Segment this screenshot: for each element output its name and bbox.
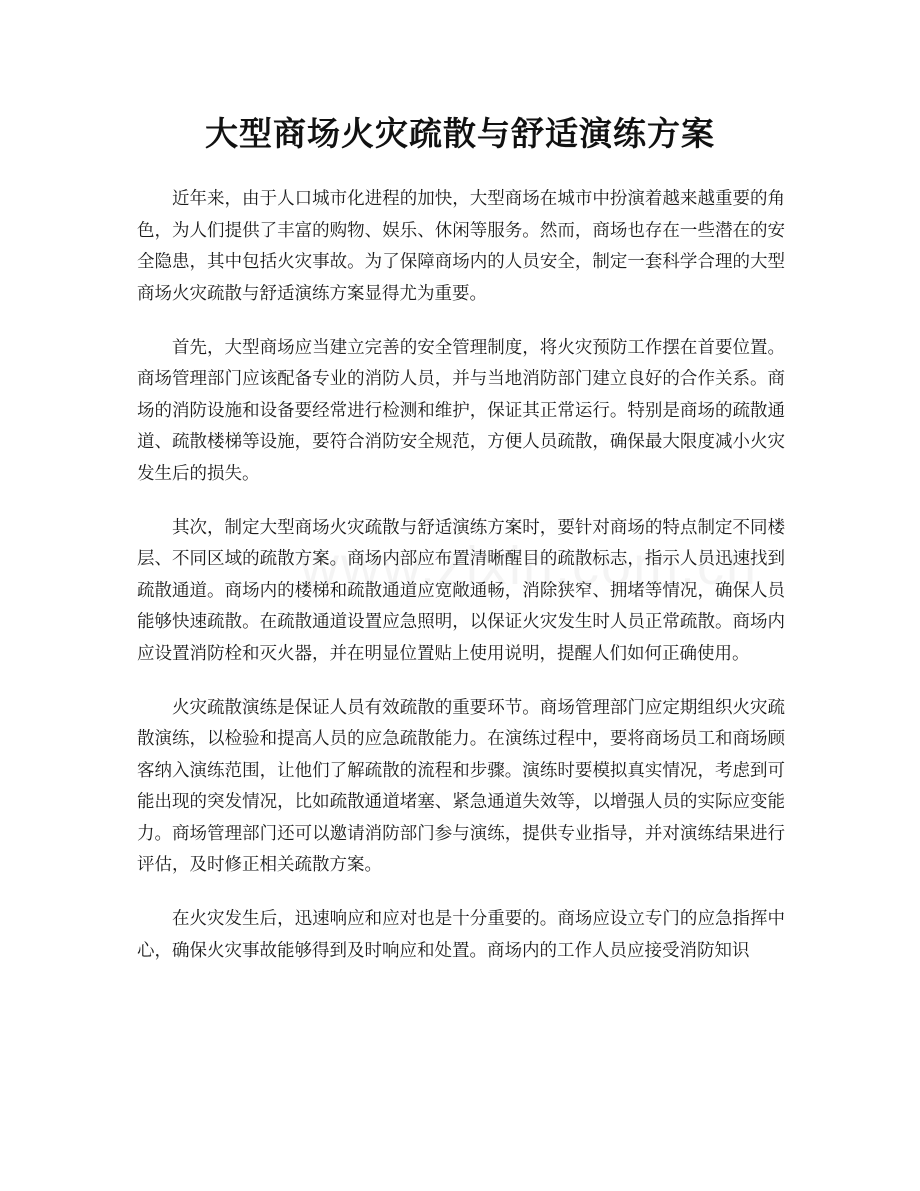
paragraph-5: 在火灾发生后，迅速响应和应对也是十分重要的。商场应设立专门的应急指挥中心，确保火灾事故能够得到及时响应和处置。商场内的工作人员应接受消防知识 [137,909,785,961]
paragraph-3: 其次，制定大型商场火灾疏散与舒适演练方案时，要针对商场的特点制定不同楼层、不同区域的疏散方案。商场内部应布置清晰醒目的疏散标志，指示人员迅速找到疏散通道。商场内的楼梯和疏散通道应宽敞通畅，消除狭窄、拥堵等情况，确保人员能够快速疏散。在疏散通道设置应急照明，以保证火灾发生时人员正常疏散。商场内应设置消防栓和灭火器，并在明显位置贴上使用说明，提醒人们如何正确使用。 [137,517,785,664]
document-title: 大型商场火灾疏散与舒适演练方案 [205,114,715,153]
document-body [137,184,785,990]
paragraph-4: 火灾疏散演练是保证人员有效疏散的重要环节。商场管理部门应定期组织火灾疏散演练，以检验和提高人员的应急疏散能力。在演练过程中，要将商场员工和商场顾客纳入演练范围，让他们了解疏散的流程和步骤。演练时要模拟真实情况，考虑到可能出现的突发情况，比如疏散通道堵塞、紧急通道失效等，以增强人员的实际应变能力。商场管理部门还可以邀请消防部门参与演练，提供专业指导，并对演练结果进行评估，及时修正相关疏散方案。 [137,697,785,875]
paragraph-1: 近年来，由于人口城市化进程的加快，大型商场在城市中扮演着越来越重要的角色，为人们提供了丰富的购物、娱乐、休闲等服务。然而，商场也存在一些潜在的安全隐患，其中包括火灾事故。为了保障商场内的人员安全，制定一套科学合理的大型商场火灾疏散与舒适演练方案显得尤为重要。 [137,189,785,304]
paragraph-2: 首先，大型商场应当建立完善的安全管理制度，将火灾预防工作摆在首要位置。商场管理部门应该配备专业的消防人员，并与当地消防部门建立良好的合作关系。商场的消防设施和设备要经常进行检测和维护，保证其正常运行。特别是商场的疏散通道、疏散楼梯等设施，要符合消防安全规范，方便人员疏散，确保最大限度减小火灾发生后的损失。 [137,337,785,484]
